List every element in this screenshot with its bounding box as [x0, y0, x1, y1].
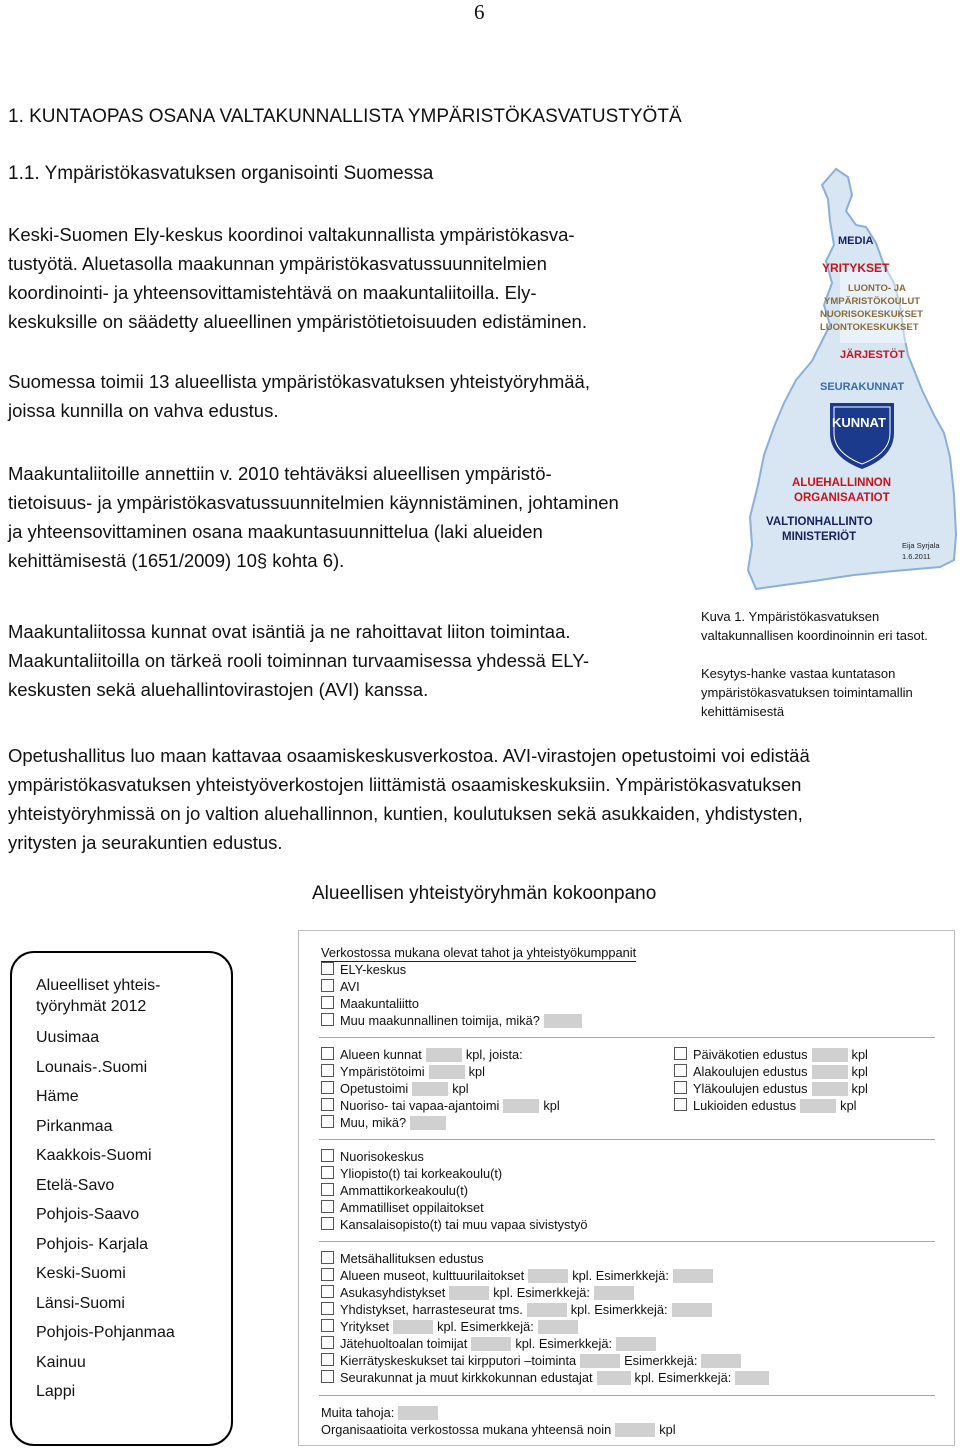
list-item: Pirkanmaa [36, 1117, 113, 1135]
form-row-upper-secondary: Lukioiden edustus kpl [674, 1098, 857, 1114]
list-item: Länsi-Suomi [36, 1294, 125, 1312]
map-label-luonto-ja: LUONTO- JA [848, 283, 906, 294]
map-label-aluehallinnon: ALUEHALLINNON [792, 477, 892, 489]
secondary-count-field[interactable] [812, 1082, 848, 1096]
residents-checkbox[interactable] [321, 1285, 334, 1298]
primary-checkbox[interactable] [674, 1064, 687, 1077]
municipalities-count-field[interactable] [426, 1048, 462, 1062]
form-row-parishes: Seurakunnat ja muut kirkkokunnan edustajat kpl. Esimerkkejä: [321, 1370, 773, 1386]
list-item: Uusimaa [36, 1029, 100, 1046]
form-row-uas: Ammattikorkeakoulu(t) [321, 1183, 468, 1199]
regional-groups-box [10, 951, 233, 1446]
university-checkbox[interactable] [321, 1166, 334, 1179]
daycare-checkbox[interactable] [674, 1047, 687, 1060]
youth-count-field[interactable] [503, 1099, 539, 1113]
form-row-youth: Nuoriso- tai vapaa-ajantoimi kpl [321, 1098, 560, 1114]
form-row-secondary: Yläkoulujen edustus kpl [674, 1081, 868, 1097]
form-row-adult-education: Kansalaisopisto(t) tai muu vapaa sivistystyö [321, 1217, 588, 1233]
form-divider [319, 1395, 935, 1396]
companies-count-field[interactable] [393, 1320, 433, 1334]
associations-checkbox[interactable] [321, 1302, 334, 1315]
list-item: Kaakkois-Suomi [36, 1147, 152, 1164]
avi-checkbox[interactable] [321, 979, 334, 992]
upper-secondary-count-field[interactable] [800, 1099, 836, 1113]
parishes-count-field[interactable] [597, 1371, 631, 1385]
environment-count-field[interactable] [429, 1065, 465, 1079]
list-item: Etelä-Savo [36, 1176, 115, 1194]
form-row-others: Muita tahoja: [321, 1405, 442, 1421]
primary-count-field[interactable] [812, 1065, 848, 1079]
form-divider [319, 1037, 935, 1038]
residents-count-field[interactable] [449, 1286, 489, 1300]
other-field[interactable] [410, 1116, 446, 1130]
form-row-municipalities: Alueen kunnat kpl, joista: [321, 1047, 523, 1063]
form-divider [319, 1139, 935, 1140]
chapter-heading: 1. KUNTAOPAS OSANA VALTAKUNNALLISTA YMPÄRISTÖKASVATUSTYÖTÄ [8, 106, 682, 127]
map-label-seurakunnat: SEURAKUNNAT [820, 381, 905, 393]
education-checkbox[interactable] [321, 1081, 334, 1094]
list-item: Lounais-.Suomi [36, 1058, 148, 1076]
map-label-luontokeskukset: LUONTOKESKUKSET [820, 322, 919, 333]
finland-map [744, 165, 958, 595]
section-title: Alueellisen yhteistyöryhmän kokoonpano [312, 883, 657, 904]
adult-education-checkbox[interactable] [321, 1217, 334, 1230]
list-item: Pohjois-Saavo [36, 1206, 140, 1223]
environment-checkbox[interactable] [321, 1064, 334, 1077]
paragraph-municipalities: Maakuntaliitossa kunnat ovat isäntiä ja ne rahoittavat liiton toimintaa. Maakuntaliitoilla on tärkeä rooli toiminnan turvaamisessa yhdessä ELY- keskusten sekä aluehallintovirastojen (AVI) kanssa. [8, 621, 589, 700]
form-row-metsahallitus: Metsähallituksen edustus [321, 1251, 484, 1267]
form-row-maakuntaliitto: Maakuntaliitto [321, 996, 419, 1012]
recycling-examples-field[interactable] [701, 1354, 741, 1368]
map-label-ymparistokoulut: YMPÄRISTÖKOULUT [824, 296, 921, 307]
maakuntaliitto-checkbox[interactable] [321, 996, 334, 1009]
form-row-primary: Alakoulujen edustus kpl [674, 1064, 868, 1080]
waste-checkbox[interactable] [321, 1336, 334, 1349]
groups-box-title: Alueelliset yhteis- työryhmät 2012 [36, 977, 161, 1015]
map-label-ministeriot: MINISTERIÖT [782, 531, 857, 543]
others-field[interactable] [398, 1406, 438, 1420]
ely-checkbox[interactable] [321, 962, 334, 975]
list-item: Keski-Suomi [36, 1265, 126, 1282]
paragraph-intro: Keski-Suomen Ely-keskus koordinoi valtakunnallista ympäristökasva- tustyötä. Aluetasolla maakunnan ympäristökasvatussuunnitelmien koordinointi- ja yhteensovittamistehtävä on maakuntaliitoilla. Ely- keskuksille on säädetty alueellinen ympäristötietoisuuden edistäminen. [8, 224, 587, 332]
form-row-companies: Yritykset kpl. Esimerkkejä: [321, 1319, 582, 1335]
other-regional-checkbox[interactable] [321, 1013, 334, 1026]
recycling-count-field[interactable] [580, 1354, 620, 1368]
education-count-field[interactable] [412, 1082, 448, 1096]
waste-count-field[interactable] [471, 1337, 511, 1351]
form-divider [319, 1241, 935, 1242]
paragraph-groups: Suomessa toimii 13 alueellista ympäristökasvatuksen yhteistyöryhmää, joissa kunnilla on vahva edustus. [8, 371, 590, 421]
residents-examples-field[interactable] [594, 1286, 634, 1300]
form-row-associations: Yhdistykset, harrasteseurat tms. kpl. Esimerkkejä: [321, 1302, 716, 1318]
uas-checkbox[interactable] [321, 1183, 334, 1196]
list-item: Lappi [36, 1383, 76, 1400]
form-row-recycling: Kierrätyskeskukset tai kirpputori –toiminta Esimerkkejä: [321, 1353, 745, 1369]
metsahallitus-checkbox[interactable] [321, 1251, 334, 1264]
list-item: Kainuu [36, 1353, 86, 1371]
associations-count-field[interactable] [527, 1303, 567, 1317]
section-heading: 1.1. Ympäristökasvatuksen organisointi Suomessa [8, 163, 434, 184]
form-row-residents: Asukasyhdistykset kpl. Esimerkkejä: [321, 1285, 638, 1301]
form-row-ely: ELY-keskus [321, 962, 406, 978]
total-count-field[interactable] [615, 1423, 655, 1437]
form-row-other: Muu, mikä? [321, 1115, 450, 1131]
form-row-daycare: Päiväkotien edustus kpl [674, 1047, 868, 1063]
museums-count-field[interactable] [528, 1269, 568, 1283]
map-label-media: MEDIA [838, 235, 874, 247]
parishes-examples-field[interactable] [735, 1371, 769, 1385]
secondary-checkbox[interactable] [674, 1081, 687, 1094]
form-row-museums: Alueen museot, kulttuurilaitokset kpl. Esimerkkejä: [321, 1268, 717, 1284]
companies-checkbox[interactable] [321, 1319, 334, 1332]
upper-secondary-checkbox[interactable] [674, 1098, 687, 1111]
youth-checkbox[interactable] [321, 1098, 334, 1111]
vocational-checkbox[interactable] [321, 1200, 334, 1213]
form-row-total: Organisaatioita verkostossa mukana yhteensä noin kpl [321, 1422, 676, 1437]
form-row-other-regional: Muu maakunnallinen toimija, mikä? [321, 1013, 586, 1029]
municipalities-checkbox[interactable] [321, 1047, 334, 1060]
list-item: Pohjois-Pohjanmaa [36, 1324, 175, 1341]
paragraph-education: Opetushallitus luo maan kattavaa osaamiskeskusverkostoa. AVI-virastojen opetustoimi voi edistää ympäristökasvatuksen yhteistyöverkostojen liittämistä osaamiskeskuksiin. Ympäristökasvatuksen yhteistyöryhmissä on jo valtion aluehallinnon, kuntien, koulutuksen sekä asukkaiden, yhdistysten, yritysten ja seurakuntien edustus. [8, 745, 810, 853]
daycare-count-field[interactable] [812, 1048, 848, 1062]
network-form [298, 930, 955, 1446]
map-label-valtionhallinto: VALTIONHALLINTO [766, 516, 873, 528]
form-row-environment: Ympäristötoimi kpl [321, 1064, 485, 1080]
form-row-waste: Jätehuoltoalan toimijat kpl. Esimerkkejä: [321, 1336, 660, 1352]
figure-note: Kesytys-hanke vastaa kuntatason ympäristökasvatuksen toimintamallin kehittämisestä [701, 666, 913, 719]
map-label-jarjestot: JÄRJESTÖT [840, 349, 905, 361]
form-row-education: Opetustoimi kpl [321, 1081, 469, 1097]
map-label-nuorisokeskukset: NUORISOKESKUKSET [820, 309, 923, 320]
form-header: Verkostossa mukana olevat tahot ja yhteistyökumppanit [321, 945, 637, 960]
museums-checkbox[interactable] [321, 1268, 334, 1281]
finland-map-figure [744, 165, 958, 595]
map-label-kunnat: KUNNAT [832, 415, 886, 430]
museums-examples-field[interactable] [673, 1269, 713, 1283]
form-row-vocational: Ammatilliset oppilaitokset [321, 1200, 484, 1216]
other-checkbox[interactable] [321, 1115, 334, 1128]
list-item: Häme [36, 1088, 79, 1105]
recycling-checkbox[interactable] [321, 1353, 334, 1366]
list-item: Pohjois- Karjala [36, 1235, 149, 1253]
other-regional-field[interactable] [544, 1014, 582, 1028]
map-author: Eija Syrjala [902, 541, 940, 550]
waste-examples-field[interactable] [616, 1337, 656, 1351]
map-label-organisaatiot: ORGANISAATIOT [794, 492, 890, 504]
youth-centre-checkbox[interactable] [321, 1149, 334, 1162]
form-row-avi: AVI [321, 979, 360, 995]
companies-examples-field[interactable] [538, 1320, 578, 1334]
map-label-yritykset: YRITYKSET [822, 261, 890, 275]
page-number: 6 [474, 0, 485, 24]
form-row-university: Yliopisto(t) tai korkeakoulu(t) [321, 1166, 502, 1182]
form-row-youth-centre: Nuorisokeskus [321, 1149, 424, 1165]
associations-examples-field[interactable] [672, 1303, 712, 1317]
parishes-checkbox[interactable] [321, 1370, 334, 1383]
figure-caption: Kuva 1. Ympäristökasvatuksen valtakunnallisen koordinoinnin eri tasot. [701, 609, 928, 643]
map-date: 1.6.2011 [902, 552, 931, 561]
paragraph-regional-councils: Maakuntaliitoille annettiin v. 2010 tehtäväksi alueellisen ympäristö- tietoisuus- ja ympäristökasvatussuunnitelmien käynnistäminen, johtaminen ja yhteensovittaminen osana maakuntasuunnittelua (laki alueiden kehittämisestä (1651/2009) 10§ kohta 6). [8, 463, 619, 571]
